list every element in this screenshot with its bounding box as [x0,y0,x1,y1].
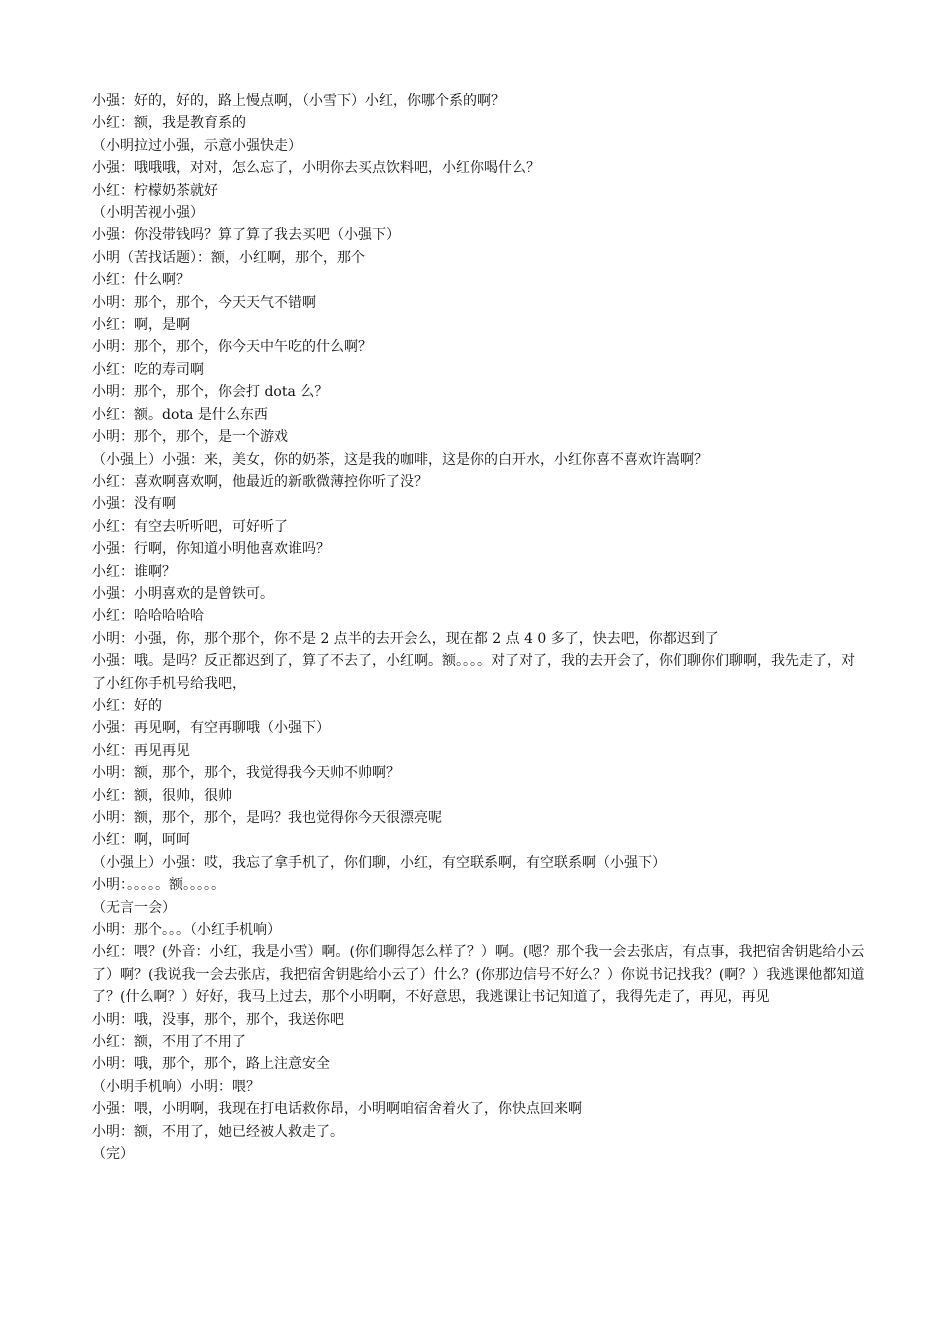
dialogue-line: （无言一会） [92,899,176,916]
dialogue-line: 小强：好的，好的，路上慢点啊，（小雪下）小红，你哪个系的啊？ [92,93,505,109]
dialogue-line: 小红：谁啊？ [92,563,176,580]
dialogue-line: 小明：哦，没事，那个，那个，我送你吧 [92,1011,344,1028]
dialogue-line: 小红：什么啊？ [92,272,190,289]
dialogue-line: 小明：额，那个，那个，我觉得我今天帅不帅啊？ [92,765,400,782]
dialogue-line: 小红：有空去听听吧，可好听了 [92,518,288,535]
dialogue-line: 小红：额，我是教育系的 [92,115,246,132]
dialogue-line: （小强上）小强：哎，我忘了拿手机了，你们聊，小红，有空联系啊，有空联系啊（小强下） [92,854,666,871]
dialogue-line: 小红：额，很帅，很帅 [92,787,232,804]
dialogue-line: 小明：那个，那个，今天天气不错啊 [92,294,316,311]
dialogue-line: 小红：好的 [92,697,162,714]
dialogue-line: 小强：没有啊 [92,496,176,513]
dialogue-line: 小红：额。dota 是什么东西 [92,406,268,423]
dialogue-line: 小红：额，不用了不用了 [92,1034,246,1051]
dialogue-line: 小明：那个，那个，你会打 dota 么？ [92,384,329,401]
dialogue-line: 小明（苦找话题）：额，小红啊，那个，那个 [92,249,365,266]
dialogue-line: 小强：哦。是吗？反正都迟到了，算了不去了，小红啊。额。。。。对了对了，我的去开会了，你们聊你们聊啊，我先走了，对了小红你手机号给我吧， [92,653,855,692]
dialogue-line: 小明：小强，你，那个那个，你不是 2 点半的去开会么，现在都 2 点 4 0 多了，快去吧，你都迟到了 [92,630,719,647]
dialogue-line: （小强上）小强：来，美女，你的奶茶，这是我的咖啡，这是你的白开水，小红你喜不喜欢许嵩啊？ [92,451,708,468]
dialogue-line: 小红：哈哈哈哈哈 [92,608,204,625]
dialogue-line: 小明：额，不用了，她已经被人救走了。 [92,1123,344,1140]
dialogue-line: 小红：喜欢啊喜欢啊，他最近的新歌微薄控你听了没？ [92,473,428,490]
dialogue-line: 小明：额，那个，那个，是吗？我也觉得你今天很漂亮呢 [92,810,442,826]
dialogue-line: 小强：小明喜欢的是曾铁可。 [92,585,274,602]
dialogue-line: （小明拉过小强，示意小强快走） [92,137,302,154]
dialogue-line: 小红：喂？(外音：小红，我是小雪）啊。(你们聊得怎么样了？）啊。(嗯？那个我一会去张店，有点事，我把宿舍钥匙给小云了）啊？(我说我一会去张店，我把宿舍钥匙给小云了）什么？(你那边信号不好么？）你说书记找我？(啊？）我逃课他都知道了？(什么啊？）好好，我马上过去，那个小明啊，不好意思，我逃课让书记知道了，我得先走了，再见，再见 [92,944,865,1006]
dialogue-line: 小强：再见啊，有空再聊哦（小强下） [92,720,330,737]
dialogue-line: 小明：那个。。。（小红手机响） [92,922,281,939]
dialogue-line: （小明手机响）小明：喂？ [92,1078,260,1095]
dialogue-line: 小明：那个，那个，你今天中午吃的什么啊？ [92,339,372,356]
dialogue-line: 小红：啊，是啊 [92,317,190,334]
dialogue-line: 小红：柠檬奶茶就好 [92,182,218,199]
dialogue-line: 小红：再见再见 [92,742,190,759]
dialogue-line: 小强：行啊，你知道小明他喜欢谁吗？ [92,541,330,558]
dialogue-line: 小红：吃的寿司啊 [92,361,204,378]
dialogue-line: 小明：。。。。。额。。。。。 [92,877,225,894]
dialogue-line: （小明苦视小强） [92,205,204,222]
dialogue-line: 小明：那个，那个，是一个游戏 [92,429,288,446]
dialogue-line: 小红：啊，呵呵 [92,832,190,849]
dialogue-line: 小明：哦，那个，那个，路上注意安全 [92,1056,330,1073]
dialogue-line: （完） [92,1146,134,1163]
dialogue-line: 小强：喂，小明啊，我现在打电话救你昂，小明啊咱宿舍着火了，你快点回来啊 [92,1101,582,1118]
dialogue-line: 小强：哦哦哦，对对，怎么忘了，小明你去买点饮料吧，小红你喝什么？ [92,160,540,177]
script-text [92,90,867,1166]
dialogue-line: 小强：你没带钱吗？算了算了我去买吧（小强下） [92,227,400,244]
